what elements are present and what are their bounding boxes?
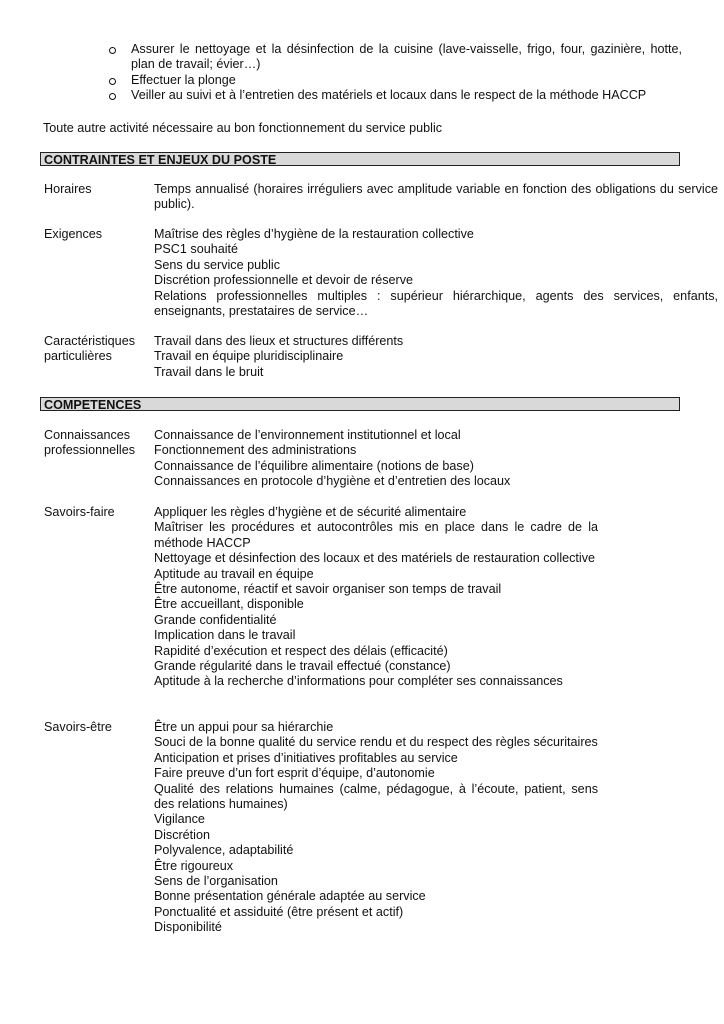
content-line: Maîtrise des règles d’hygiène de la restauration collective (154, 227, 474, 241)
bullet-item: Effectuer la plonge (107, 73, 682, 88)
content-line: Être accueillant, disponible (154, 597, 304, 612)
content-line: Faire preuve d’un fort esprit d’équipe, d’autonomie (154, 766, 435, 781)
content-line: Être autonome, réactif et savoir organiser son temps de travail (154, 582, 502, 597)
content-line: Être rigoureux (154, 858, 234, 873)
row-content (154, 227, 718, 319)
content-line: Connaissance de l’équilibre alimentaire (notions de base) (154, 458, 474, 473)
row-content (154, 182, 718, 213)
content-line: Grande confidentialité (154, 612, 277, 627)
row-label: Horaires (44, 182, 92, 196)
content-line: Anticipation et prises d’initiatives profitables au service (154, 750, 458, 765)
content-line: Qualité des relations humaines (calme, pédagogue, à l’écoute, patient, sens des relations humaines) (154, 781, 598, 812)
row-content (154, 720, 598, 936)
bullet-item: Veiller au suivi et à l’entretien des matériels et locaux dans le respect de la méthode HACCP (107, 88, 682, 103)
content-line: Travail dans des lieux et structures différents (154, 334, 404, 348)
content-line: Aptitude à la recherche d’informations pour compléter ses connaissances (154, 674, 563, 689)
content-line: Implication dans le travail (154, 628, 296, 643)
content-line: Ponctualité et assiduité (être présent et actif) (154, 904, 404, 919)
bullet-item: Assurer le nettoyage et la désinfection de la cuisine (lave-vaisselle, frigo, four, gazinière, hotte, plan de travail; évier…) (107, 42, 682, 73)
row-label: Connaissances professionnelles (44, 428, 136, 458)
content-line: Nettoyage et désinfection des locaux et des matériels de restauration collective (154, 551, 596, 566)
content-line: Relations professionnelles multiples : supérieur hiérarchique, agents des services, enfants, enseignants, prestataires de service… (154, 288, 718, 319)
section-header-constraints: CONTRAINTES ET ENJEUX DU POSTE (40, 152, 680, 166)
row-label: Savoirs-faire (44, 505, 115, 519)
content-line: Appliquer les règles d’hygiène et de sécurité alimentaire (154, 505, 467, 519)
content-line: Discrétion professionnelle et devoir de réserve (154, 273, 414, 288)
content-line: Aptitude au travail en équipe (154, 566, 314, 581)
content-line: Souci de la bonne qualité du service rendu et du respect des règles sécuritaires (154, 735, 598, 750)
content-line: Travail en équipe pluridisciplinaire (154, 349, 344, 364)
content-line: Travail dans le bruit (154, 364, 264, 379)
content-line: Être un appui pour sa hiérarchie (154, 720, 334, 734)
content-line: Disponibilité (154, 920, 222, 935)
other-activity-text: Toute autre activité nécessaire au bon fonctionnement du service public (43, 121, 443, 135)
row-label: Savoirs-être (44, 720, 112, 734)
row-content (154, 428, 718, 490)
row-label: Exigences (44, 227, 103, 241)
content-line: Rapidité d’exécution et respect des délais (efficacité) (154, 643, 448, 658)
content-line: Vigilance (154, 812, 205, 827)
content-line: Temps annualisé (horaires irréguliers avec amplitude variable en fonction des obligations du service public). (154, 182, 718, 212)
content-line: Sens de l’organisation (154, 874, 278, 889)
content-line: PSC1 souhaité (154, 242, 239, 257)
content-line: Grande régularité dans le travail effectué (constance) (154, 659, 451, 674)
content-line: Sens du service public (154, 257, 281, 272)
content-line: Connaissances en protocole d’hygiène et d’entretien des locaux (154, 474, 511, 489)
content-line: Discrétion (154, 827, 210, 842)
row-label: Caractéristiques particulières (44, 334, 135, 364)
content-line: Bonne présentation générale adaptée au service (154, 889, 426, 904)
task-bullet-list (107, 42, 682, 104)
section-header-competences: COMPETENCES (40, 397, 680, 411)
row-content (154, 505, 598, 690)
row-content (154, 334, 718, 380)
content-line: Maîtriser les procédures et autocontrôles mis en place dans le cadre de la méthode HACCP (154, 520, 598, 550)
content-line: Connaissance de l’environnement institutionnel et local (154, 428, 461, 442)
content-line: Polyvalence, adaptabilité (154, 843, 294, 858)
content-line: Fonctionnement des administrations (154, 443, 357, 458)
